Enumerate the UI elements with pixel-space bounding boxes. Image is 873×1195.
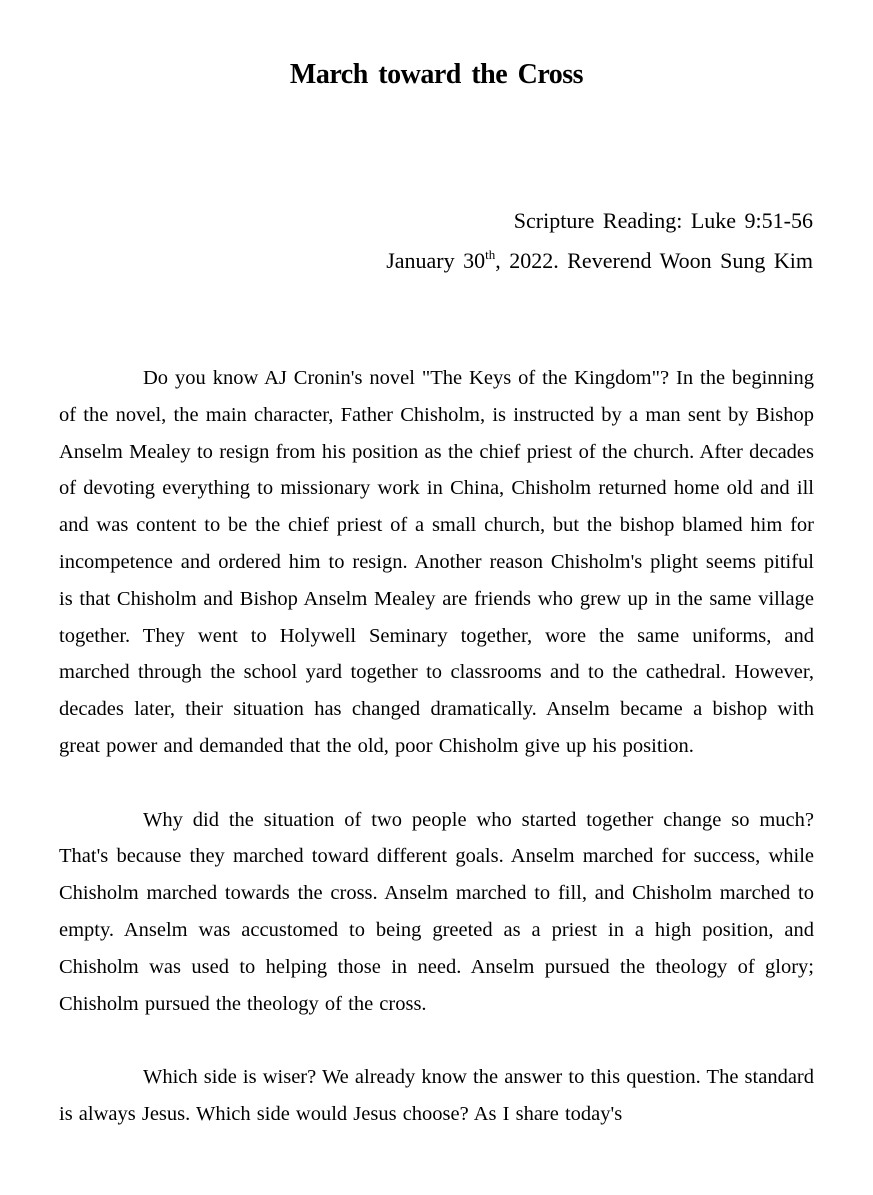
paragraph: Which side is wiser? We already know the answer to this question. The standard is always Jesus. Which side would Jesus choose? As I share today's [59, 1066, 814, 1125]
sermon-body [59, 360, 814, 1170]
paragraph: Why did the situation of two people who started together change so much? That's because they marched toward different goals. Anselm marched for success, while Chisholm marched towards the cross. Anselm marched to fill, and Chisholm marched to empty. Anselm was accustomed to being greeted as a priest in a high position, and Chisholm was used to helping those in need. Anselm pursued the theology of glory; Chisholm pursued the theology of the cross. [59, 808, 814, 1015]
sermon-date-line [213, 246, 813, 276]
date-suffix: , 2022. Reverend Woon Sung Kim [495, 248, 813, 273]
paragraph: Do you know AJ Cronin's novel "The Keys of the Kingdom"? In the beginning of the novel, the main character, Father Chisholm, is instructed by a man sent by Bishop Anselm Mealey to resign from his position as the chief priest of the church. After decades of devoting everything to missionary work in China, Chisholm returned home old and ill and was content to be the chief priest of a small church, but the bishop blamed him for incompetence and ordered him to resign. Another reason Chisholm's plight seems pitiful is that Chisholm and Bishop Anselm Mealey are friends who grew up in the same village together. They went to Holywell Seminary together, wore the same uniforms, and marched through the school yard together to classrooms and to the cathedral. However, decades later, their situation has changed dramatically. Anselm became a bishop with great power and demanded that the old, poor Chisholm give up his position. [59, 367, 814, 757]
date-superscript: th [485, 247, 496, 262]
date-prefix: January 30 [386, 248, 486, 273]
document-title: March toward the Cross [289, 59, 584, 90]
scripture-reading: Scripture Reading: Luke 9:51-56 [513, 208, 813, 233]
